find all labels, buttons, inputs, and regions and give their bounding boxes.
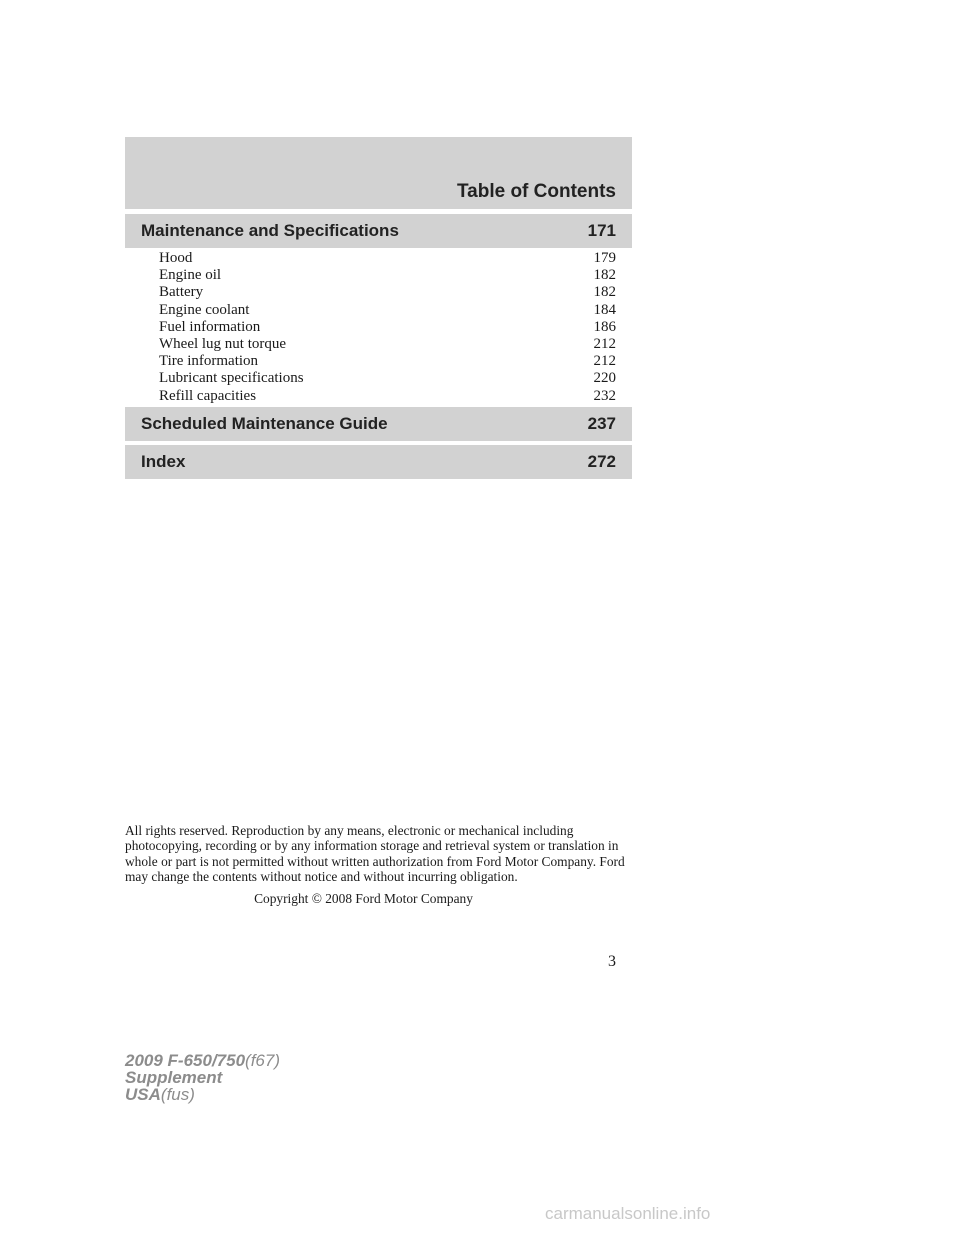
toc-item-page: 212 bbox=[593, 353, 616, 370]
toc-item-label: Fuel information bbox=[159, 318, 261, 335]
footer-model-line bbox=[125, 1052, 280, 1069]
toc-item-page: 232 bbox=[593, 387, 616, 404]
header-band bbox=[125, 137, 632, 209]
footer-region: USA bbox=[125, 1085, 161, 1104]
copyright-line: Copyright © 2008 Ford Motor Company bbox=[254, 890, 473, 906]
toc-item-page: 182 bbox=[593, 284, 616, 301]
toc-section-index[interactable] bbox=[125, 445, 632, 479]
toc-item-page: 186 bbox=[593, 318, 616, 335]
toc-item-label: Lubricant specifications bbox=[159, 370, 304, 387]
toc-item-page: 179 bbox=[593, 250, 616, 266]
toc-section-scheduled-maintenance-guide[interactable] bbox=[125, 407, 632, 441]
toc-item-refill-capacities[interactable] bbox=[159, 388, 616, 405]
toc-section-maintenance-specifications[interactable] bbox=[125, 214, 632, 248]
toc-item-fuel-information[interactable] bbox=[159, 319, 616, 336]
section-label: Maintenance and Specifications bbox=[141, 221, 399, 240]
toc-item-label: Engine oil bbox=[159, 267, 222, 284]
toc-item-page: 184 bbox=[593, 301, 616, 318]
toc-item-page: 212 bbox=[593, 335, 616, 352]
toc-item-label: Tire information bbox=[159, 353, 259, 370]
toc-item-hood[interactable] bbox=[159, 250, 616, 267]
toc-item-label: Hood bbox=[159, 250, 193, 266]
copyright-notice: All rights reserved. Reproduction by any means, electronic or mechanical including photocopying, recording or by any information storage and retrieval system or translation in whole or part is not permitted without written authorization from Ford Motor Company. Ford may change the contents without notice and without incurring obligation. bbox=[125, 823, 625, 885]
toc-item-wheel-lug-nut-torque[interactable] bbox=[159, 336, 616, 353]
page-title: Table of Contents bbox=[456, 181, 616, 202]
toc-item-label: Battery bbox=[159, 284, 204, 301]
toc-item-engine-oil[interactable] bbox=[159, 267, 616, 284]
footer-model: 2009 F-650/750 bbox=[125, 1051, 246, 1070]
footer-edition-line bbox=[125, 1069, 280, 1086]
toc-item-page: 182 bbox=[593, 267, 616, 284]
toc-subitem-list bbox=[159, 250, 616, 405]
footer-region-line bbox=[125, 1086, 280, 1103]
toc-item-label: Wheel lug nut torque bbox=[159, 335, 287, 352]
footer-edition: Supplement bbox=[125, 1068, 223, 1087]
page-number: 3 bbox=[608, 953, 616, 970]
section-label: Scheduled Maintenance Guide bbox=[141, 414, 388, 433]
footer-model-code: (f67) bbox=[245, 1051, 281, 1070]
section-page-number: 171 bbox=[587, 221, 616, 240]
watermark: carmanualsonline.info bbox=[545, 1204, 711, 1223]
toc-item-battery[interactable] bbox=[159, 284, 616, 301]
section-label: Index bbox=[141, 452, 186, 471]
toc-item-label: Refill capacities bbox=[159, 387, 257, 404]
toc-item-label: Engine coolant bbox=[159, 301, 250, 318]
section-page-number: 272 bbox=[587, 452, 616, 471]
toc-item-page: 220 bbox=[593, 370, 616, 387]
toc-item-lubricant-specifications[interactable] bbox=[159, 370, 616, 387]
toc-item-engine-coolant[interactable] bbox=[159, 302, 616, 319]
footer-region-code: (fus) bbox=[160, 1085, 195, 1104]
document-footer bbox=[125, 1052, 280, 1103]
section-page-number: 237 bbox=[587, 414, 616, 433]
copyright-block bbox=[125, 823, 632, 906]
toc-item-tire-information[interactable] bbox=[159, 353, 616, 370]
